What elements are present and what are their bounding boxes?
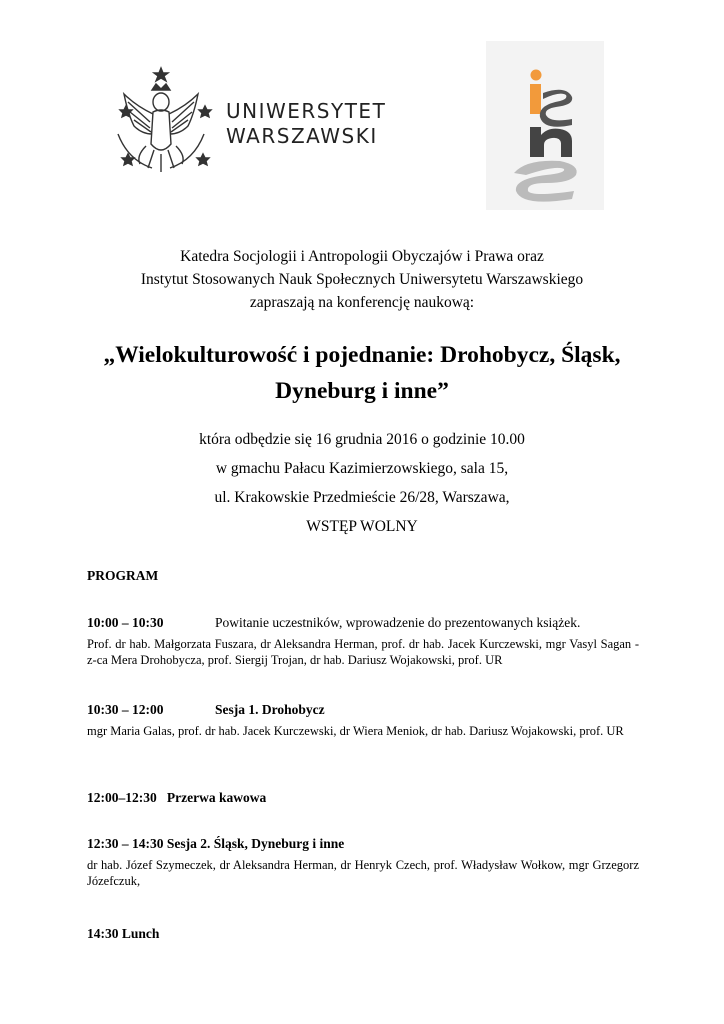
coffee-break: 12:00–12:30 Przerwa kawowa bbox=[87, 790, 267, 805]
isns-logo-graphic bbox=[486, 41, 604, 210]
uw-wordmark-line2: WARSZAWSKI bbox=[226, 124, 378, 148]
session-1-people: Prof. dr hab. Małgorzata Fuszara, dr Aleksandra Herman, prof. dr hab. Jacek Kurczewski, mgr Vasyl Sagan - z-ca Mera Drohobycza, prof. Siergij Trojan, dr hab. Dariusz Wojakowski, prof. UR bbox=[87, 637, 639, 667]
session-2-header bbox=[87, 702, 639, 718]
intro-line-2: Instytut Stosowanych Nauk Społecznych Uniwersytetu Warszawskiego bbox=[140, 271, 584, 288]
details-venue: w gmachu Pałacu Kazimierzowskiego, sala 15, bbox=[215, 460, 509, 477]
session-3 bbox=[87, 836, 639, 889]
details-date: która odbędzie się 16 grudnia 2016 o godzinie 10.00 bbox=[199, 431, 525, 448]
session-1-time: 10:00 – 10:30 bbox=[87, 615, 164, 630]
session-1 bbox=[87, 615, 639, 668]
title-line-1: „Wielokulturowość i pojednanie: Drohobycz, Śląsk, bbox=[103, 342, 621, 368]
session-3-header: 12:30 – 14:30 Sesja 2. Śląsk, Dyneburg i inne bbox=[87, 836, 345, 851]
details-admission: WSTĘP WOLNY bbox=[306, 518, 418, 535]
details-address: ul. Krakowskie Przedmieście 26/28, Warszawa, bbox=[214, 489, 510, 506]
session-2-time: 10:30 – 12:00 bbox=[87, 702, 164, 717]
session-1-title: Powitanie uczestników, wprowadzenie do prezentowanych książek. bbox=[215, 615, 581, 630]
session-3-people: dr hab. Józef Szymeczek, dr Aleksandra Herman, dr Henryk Czech, prof. Władysław Wołkow, mgr Grzegorz Józefczuk, bbox=[87, 858, 639, 888]
intro-block bbox=[0, 245, 724, 314]
uw-wordmark-line1: UNIWERSYTET bbox=[226, 99, 387, 123]
session-2-people: mgr Maria Galas, prof. dr hab. Jacek Kurczewski, dr Wiera Meniok, dr hab. Dariusz Wojakowski, prof. UR bbox=[87, 724, 624, 738]
lunch: 14:30 Lunch bbox=[87, 926, 160, 941]
event-details bbox=[0, 425, 724, 541]
uw-wordmark bbox=[226, 99, 386, 149]
session-1-header bbox=[87, 615, 639, 631]
conference-title bbox=[0, 337, 724, 409]
session-2-title: Sesja 1. Drohobycz bbox=[215, 702, 325, 717]
intro-line-1: Katedra Socjologii i Antropologii Obyczajów i Prawa oraz bbox=[180, 248, 544, 265]
title-line-2: Dyneburg i inne” bbox=[275, 378, 449, 404]
isns-logo bbox=[486, 41, 604, 210]
session-2 bbox=[87, 702, 639, 739]
program-heading: PROGRAM bbox=[87, 568, 159, 583]
intro-line-3: zapraszają na konferencję naukową: bbox=[249, 294, 475, 311]
